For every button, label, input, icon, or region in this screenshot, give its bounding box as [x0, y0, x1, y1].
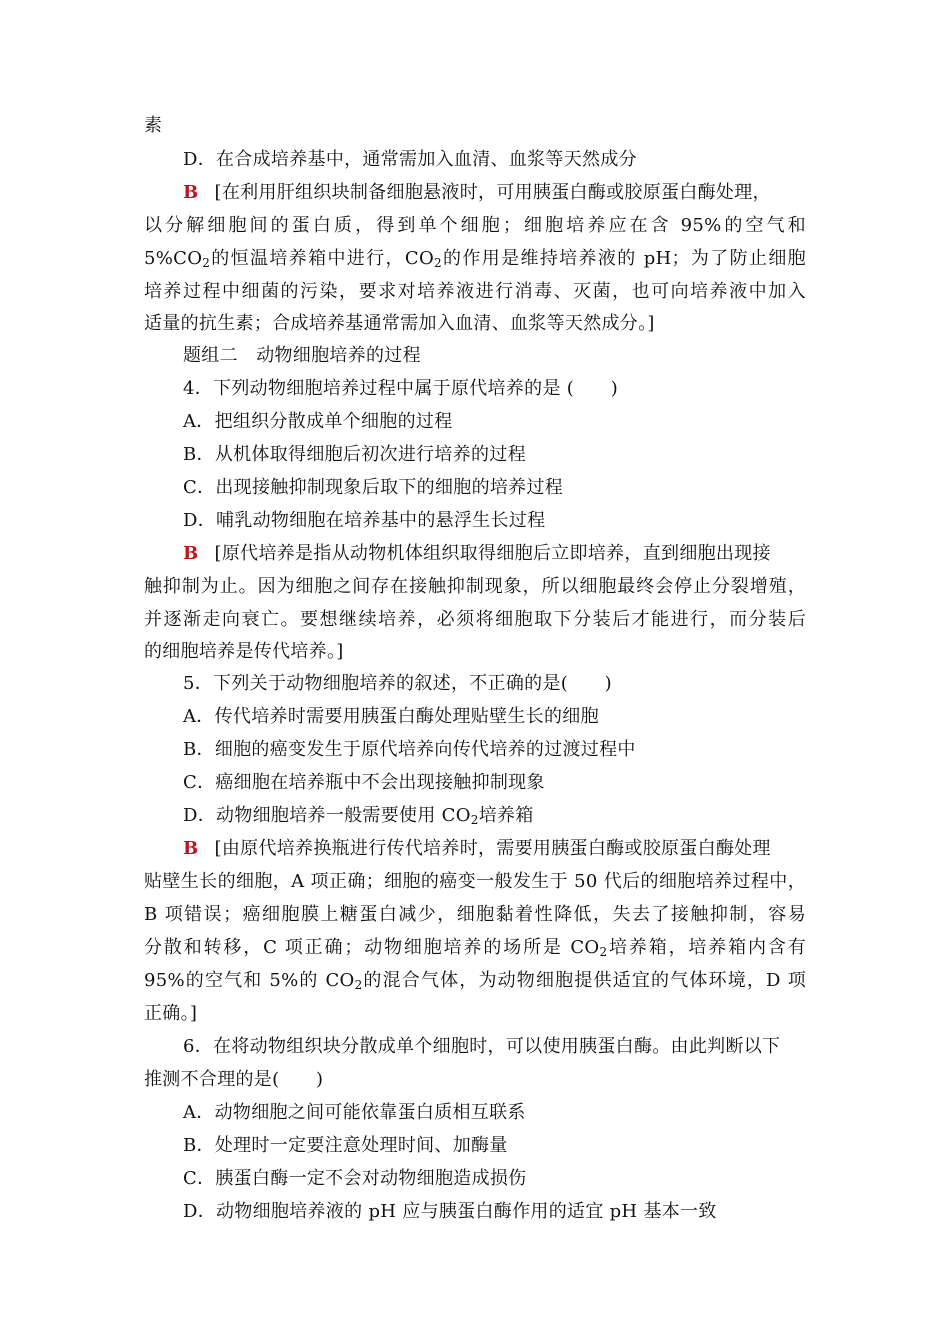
question-4-stem: 4．下列动物细胞培养过程中属于原代培养的是 ( )	[183, 378, 619, 399]
explanation-text: 的混合气体，为动物细胞提供适宜的气体环境，D 项	[362, 970, 806, 991]
answer-explanation-line	[183, 543, 771, 565]
explanation-line: 的细胞培养是传代培养。]	[144, 641, 344, 662]
option-b-q5: B．细胞的癌变发生于原代培养向传代培养的过渡过程中	[183, 739, 636, 760]
answer-letter-q4: B	[183, 543, 199, 564]
option-c-q6: C．胰蛋白酶一定不会对动物细胞造成损伤	[183, 1168, 527, 1189]
subscript: 2	[354, 978, 363, 992]
subscript: 2	[599, 945, 608, 959]
subscript: 2	[434, 256, 442, 270]
subscript: 2	[470, 813, 479, 827]
explanation-line: 并逐渐走向衰亡。要想继续培养，必须将细胞取下分装后才能进行，而分装后	[144, 609, 806, 630]
option-a-q4: A．把组织分散成单个细胞的过程	[183, 411, 453, 432]
explanation-text: [原代培养是指从动物机体组织取得细胞后立即培养，直到细胞出现接	[214, 543, 771, 564]
explanation-text: 5%CO	[144, 248, 203, 269]
question-6-stem: 6．在将动物组织块分散成单个细胞时，可以使用胰蛋白酶。由此判断以下	[183, 1036, 781, 1057]
option-a-q5: A．传代培养时需要用胰蛋白酶处理贴壁生长的细胞	[183, 706, 599, 727]
explanation-text: 的恒温培养箱中进行，CO	[210, 248, 435, 269]
option-d-q5	[183, 805, 534, 831]
option-a-q6: A．动物细胞之间可能依靠蛋白质相互联系	[183, 1102, 526, 1123]
explanation-line: 触抑制为止。因为细胞之间存在接触抑制现象，所以细胞最终会停止分裂增殖，	[144, 576, 806, 597]
explanation-text: 的作用是维持培养液的 pH；为了防止细胞	[441, 248, 806, 269]
explanation-line: 正确。]	[144, 1003, 198, 1024]
option-c-q4: C．出现接触抑制现象后取下的细胞的培养过程	[183, 477, 564, 498]
explanation-line	[144, 937, 806, 963]
explanation-line: 适量的抗生素；合成培养基通常需加入血清、血浆等天然成分。]	[144, 313, 655, 334]
option-b-q6: B．处理时一定要注意处理时间、加酶量	[183, 1135, 508, 1156]
explanation-text: 培养箱，培养箱内含有	[607, 937, 807, 958]
explanation-line: 培养过程中细菌的污染，要求对培养液进行消毒、灭菌，也可向培养液中加入	[144, 281, 806, 302]
option-text: D．动物细胞培养一般需要使用 CO	[183, 805, 471, 826]
section-heading: 题组二 动物细胞培养的过程	[183, 345, 421, 366]
explanation-text: 分散和转移，C 项正确；动物细胞培养的场所是 CO	[144, 937, 600, 958]
subscript: 2	[202, 256, 211, 270]
option-c-q5: C．癌细胞在培养瓶中不会出现接触抑制现象	[183, 772, 545, 793]
explanation-line	[144, 970, 806, 996]
option-b-q4: B．从机体取得细胞后初次进行培养的过程	[183, 444, 526, 465]
explanation-line	[144, 248, 806, 274]
option-d-q6: D．动物细胞培养液的 pH 应与胰蛋白酶作用的适宜 pH 基本一致	[183, 1201, 717, 1222]
question-5-stem: 5．下列关于动物细胞培养的叙述，不正确的是( )	[183, 673, 612, 694]
explanation-text: [在利用肝组织块制备细胞悬液时，可用胰蛋白酶或胶原蛋白酶处理，	[214, 182, 771, 203]
question-6-stem-cont: 推测不合理的是( )	[144, 1069, 324, 1090]
explanation-line: B 项错误；癌细胞膜上糖蛋白减少，细胞黏着性降低，失去了接触抑制，容易	[144, 904, 806, 925]
answer-explanation-line	[183, 182, 771, 204]
text-line: 素	[144, 115, 163, 136]
answer-explanation-line	[183, 838, 771, 860]
explanation-line: 贴壁生长的细胞，A 项正确；细胞的癌变一般发生于 50 代后的细胞培养过程中，	[144, 871, 806, 892]
explanation-text: [由原代培养换瓶进行传代培养时，需要用胰蛋白酶或胶原蛋白酶处理	[214, 838, 771, 859]
explanation-text: 95%的空气和 5%的 CO	[144, 970, 355, 991]
option-d-q4: D．哺乳动物细胞在培养基中的悬浮生长过程	[183, 510, 546, 531]
option-text: 培养箱	[478, 805, 534, 826]
answer-letter-q5: B	[183, 838, 199, 859]
explanation-line: 以分解细胞间的蛋白质，得到单个细胞；细胞培养应在含 95%的空气和	[144, 215, 806, 236]
answer-letter-q3: B	[183, 182, 199, 203]
option-d-q3: D．在合成培养基中，通常需加入血清、血浆等天然成分	[183, 149, 637, 170]
